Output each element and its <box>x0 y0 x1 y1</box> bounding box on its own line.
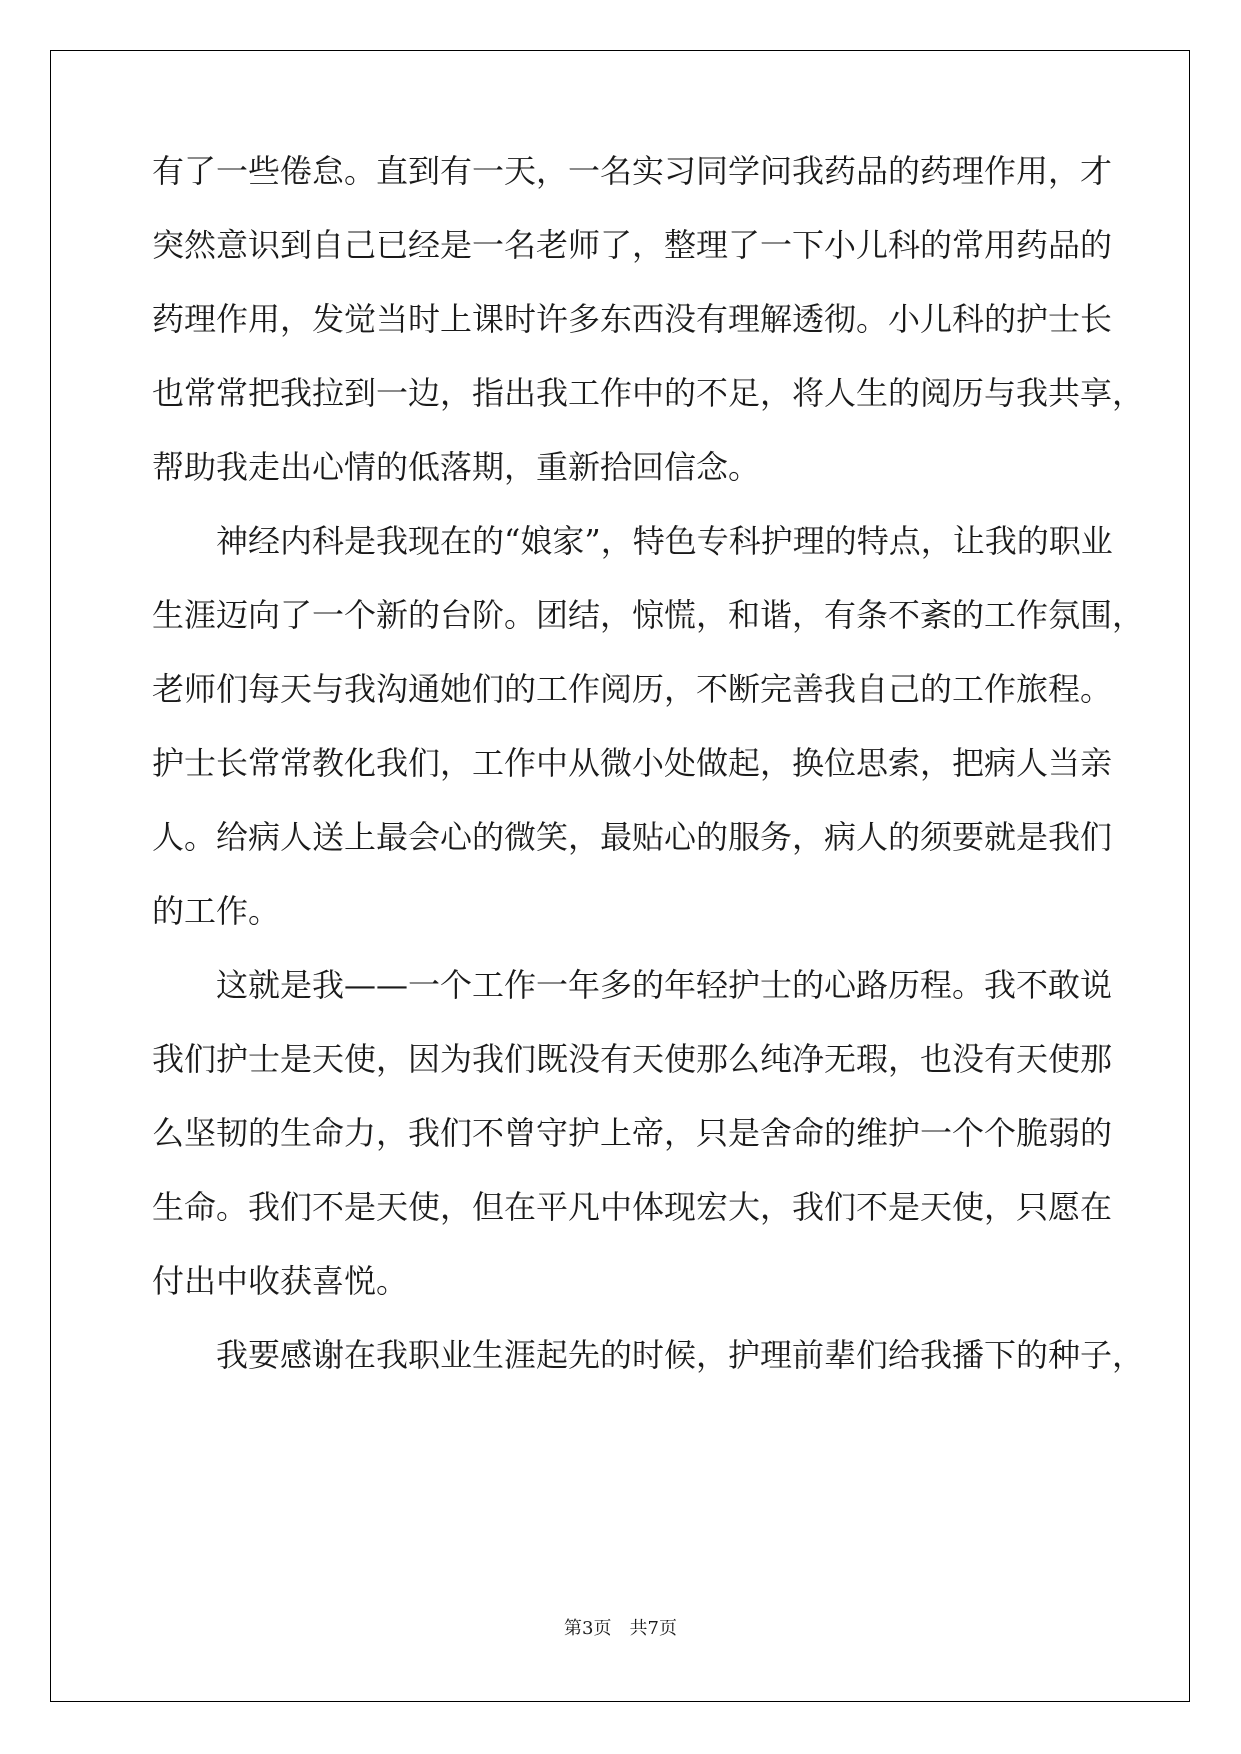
text-line: 付出中收获喜悦。 <box>152 1262 409 1300</box>
text-line: 药理作用，发觉当时上课时许多东西没有理解透彻。小儿科的护士长 <box>152 300 1113 338</box>
text-line: 我要感谢在我职业生涯起先的时候，护理前辈们给我播下的种子， <box>152 1336 1145 1374</box>
text-line: 也常常把我拉到一边，指出我工作中的不足，将人生的阅历与我共享， <box>152 374 1145 412</box>
text-line: 我们护士是天使，因为我们既没有天使那么纯净无瑕，也没有天使那 <box>152 1040 1113 1078</box>
text-line: 帮助我走出心情的低落期，重新拾回信念。 <box>152 448 761 486</box>
text-line: 生命。我们不是天使，但在平凡中体现宏大，我们不是天使，只愿在 <box>152 1188 1113 1226</box>
text-line: 生涯迈向了一个新的台阶。团结，惊慌，和谐，有条不紊的工作氛围， <box>152 596 1145 634</box>
text-line: 神经内科是我现在的“娘家”，特色专科护理的特点，让我的职业 <box>152 522 1113 560</box>
text-line: 这就是我——一个工作一年多的年轻护士的心路历程。我不敢说 <box>152 966 1113 1004</box>
text-line: 突然意识到自己已经是一名老师了，整理了一下小儿科的常用药品的 <box>152 226 1113 264</box>
text-line: 人。给病人送上最会心的微笑，最贴心的服务，病人的须要就是我们 <box>152 818 1113 856</box>
page-border <box>50 50 1190 1702</box>
text-line: 么坚韧的生命力，我们不曾守护上帝，只是舍命的维护一个个脆弱的 <box>152 1114 1113 1152</box>
text-line: 的工作。 <box>152 892 281 930</box>
text-line: 有了一些倦怠。直到有一天，一名实习同学问我药品的药理作用，才 <box>152 152 1113 190</box>
text-line: 护士长常常教化我们，工作中从微小处做起，换位思索，把病人当亲 <box>152 744 1113 782</box>
page-number: 第3页 共7页 <box>564 1618 677 1639</box>
text-line: 老师们每天与我沟通她们的工作阅历，不断完善我自己的工作旅程。 <box>152 670 1113 708</box>
